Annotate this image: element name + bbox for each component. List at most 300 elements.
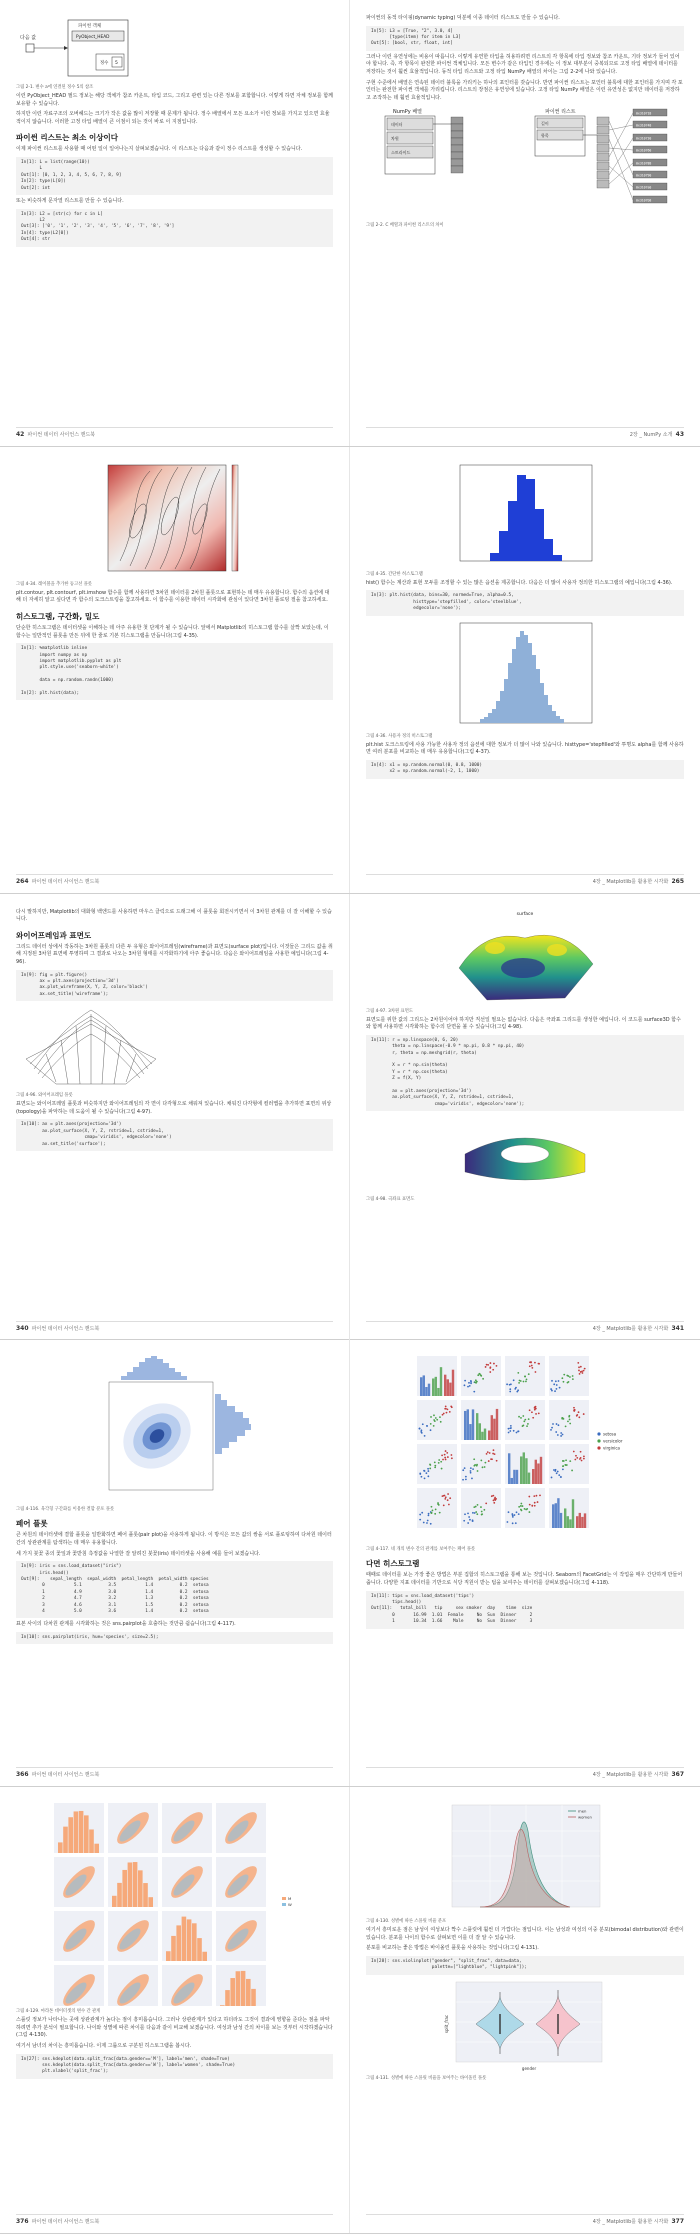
code-line: ax.plot_surface(X, Y, Z, rstride=1, cstride=1, xyxy=(371,1095,514,1101)
paragraph: 표면도는 와이어프레임 플롯과 비슷하지만 와이어프레임의 각 면이 다각형으로 채워져 있습니다. 채워진 다각형에 컬러맵을 추가하면 표면의 위상(topology)을 파악하는 데 도움이 될 수 있습니다(그림 4-97). xyxy=(16,1101,332,1115)
page-footer xyxy=(366,427,684,438)
scatter-point xyxy=(510,1425,512,1427)
section-heading: 페어 플롯 xyxy=(16,1519,48,1529)
scatter-point xyxy=(579,1459,581,1461)
page-number: 265 xyxy=(671,877,684,885)
scatter-point xyxy=(526,1426,528,1428)
figure-4-129-marathon-pairgrid xyxy=(50,1801,300,2006)
scatter-point xyxy=(480,1460,482,1462)
hist-bar xyxy=(420,1378,422,1397)
page-number: 366 xyxy=(16,1771,29,1779)
code-block xyxy=(366,1591,684,1629)
scatter-point xyxy=(493,1500,495,1502)
scatter-point xyxy=(578,1370,580,1372)
svg-text:0x3107b8: 0x3107b8 xyxy=(636,198,652,203)
scatter-point xyxy=(583,1370,585,1372)
scatter-point xyxy=(556,1384,558,1386)
scatter-point xyxy=(447,1409,449,1411)
scatter-point xyxy=(491,1496,493,1498)
hist-bar xyxy=(230,1978,235,2006)
scatter-point xyxy=(440,1461,442,1463)
scatter-point xyxy=(529,1504,531,1506)
scatter-point xyxy=(538,1363,540,1365)
code-line: Z = f(X, Y) xyxy=(371,1076,422,1082)
hist-bar xyxy=(569,1520,571,1529)
scatter-point xyxy=(580,1366,582,1368)
right-marginal-hist xyxy=(215,1394,251,1454)
footer-title: 파이썬 데이터 사이언스 핸드북 xyxy=(27,432,96,438)
scatter-point xyxy=(435,1417,437,1419)
scatter-point xyxy=(524,1376,526,1378)
page-340 xyxy=(0,894,350,1340)
hist-bar xyxy=(58,1843,63,1854)
scatter-point xyxy=(430,1430,432,1432)
hist-bar xyxy=(94,1844,99,1853)
page-number: 376 xyxy=(16,2218,29,2226)
scatter-point xyxy=(536,1495,538,1497)
scatter-point xyxy=(572,1379,574,1381)
scatter-point xyxy=(472,1520,474,1522)
code-line: In[4]: type(L2[0]) xyxy=(21,230,69,236)
code-block xyxy=(16,209,333,247)
marathon-legend xyxy=(282,1896,292,1907)
scatter-point xyxy=(524,1419,526,1421)
scatter-point xyxy=(569,1423,571,1425)
scatter-point xyxy=(554,1391,556,1393)
scatter-point xyxy=(517,1372,519,1374)
hist-bar xyxy=(464,1411,466,1440)
hist-bar xyxy=(444,1375,446,1396)
hist-bar xyxy=(132,1862,137,1907)
scatter-point xyxy=(567,1382,569,1384)
code-line: In[27]: sns.kdeplot(data.split_frac[data.gender=='M'], label='men', shade=True) xyxy=(21,2056,230,2062)
hist-bar xyxy=(540,1457,542,1484)
code-block xyxy=(16,970,333,1002)
scatter-point xyxy=(514,1515,516,1517)
scatter-point xyxy=(567,1421,569,1423)
section-heading: 와이어프레임과 표면도 xyxy=(16,930,92,940)
hist-bar xyxy=(449,1383,451,1396)
scatter-point xyxy=(518,1382,520,1384)
scatter-point xyxy=(443,1495,445,1497)
scatter-point xyxy=(434,1462,436,1464)
svg-text:0x310788: 0x310788 xyxy=(636,161,652,166)
fig-label-items: 항목 xyxy=(541,133,549,139)
scatter-point xyxy=(429,1464,431,1466)
footer-title: 파이썬 데이터 사이언스 핸드북 xyxy=(31,2219,100,2226)
scatter-point xyxy=(423,1470,425,1472)
code-line: cmap='viridis', edgecolor='none'); xyxy=(371,1101,525,1107)
page-265 xyxy=(350,447,700,893)
code-line: 4 5.0 3.6 1.4 0.2 setosa xyxy=(21,1609,209,1615)
scatter-point xyxy=(557,1471,559,1473)
scatter-point xyxy=(419,1514,421,1516)
hist-bar xyxy=(176,1926,181,1962)
scatter-point xyxy=(488,1461,490,1463)
legend-setosa: setosa xyxy=(603,1431,617,1437)
scatter-point xyxy=(493,1363,495,1365)
scatter-point xyxy=(568,1416,570,1418)
svg-text:0x310748: 0x310748 xyxy=(636,123,652,128)
code-line: In[1]: L = list(range(10)) xyxy=(21,159,90,165)
scatter-point xyxy=(513,1380,515,1382)
code-line: L2 xyxy=(21,218,45,223)
scatter-point xyxy=(520,1505,522,1507)
object-addresses xyxy=(636,112,651,203)
figure-4-117-pairplot xyxy=(415,1354,635,1544)
scatter-point xyxy=(567,1376,569,1378)
figure-caption: 그림 2-2. C 배열과 파이썬 리스트의 차이 xyxy=(366,223,444,229)
scatter-point xyxy=(439,1417,441,1419)
scatter-point xyxy=(444,1498,446,1500)
legend-men: M xyxy=(287,1896,291,1902)
scatter-point xyxy=(446,1412,448,1414)
scatter-point xyxy=(433,1415,435,1417)
scatter-point xyxy=(462,1470,464,1472)
paragraph: hist() 함수는 계산과 표현 모두를 조정할 수 있는 많은 옵션을 제공합니다. 다음은 더 많이 사용자 정의한 히스토그램의 예입니다(그림 4-36). xyxy=(366,579,673,586)
scatter-point xyxy=(429,1468,431,1470)
scatter-point xyxy=(484,1462,486,1464)
paragraph: 또는 비슷하게 문자열 리스트를 만들 수 있습니다. xyxy=(16,198,124,204)
scatter-point xyxy=(430,1523,432,1525)
hist-bar xyxy=(528,1473,530,1484)
scatter-point xyxy=(476,1464,478,1466)
scatter-point xyxy=(571,1470,573,1472)
scatter-point xyxy=(493,1450,495,1452)
hist-bar xyxy=(197,1938,202,1961)
scatter-point xyxy=(531,1412,533,1414)
code-line: data = np.random.randn(1000) xyxy=(21,678,114,684)
hist-bar xyxy=(84,1816,89,1854)
scatter-point xyxy=(440,1421,442,1423)
svg-text:0x3107a0: 0x3107a0 xyxy=(636,185,652,190)
spread-3 xyxy=(0,894,700,1341)
scatter-point xyxy=(534,1407,536,1409)
scatter-point xyxy=(445,1406,447,1408)
legend-men: men xyxy=(578,1808,587,1814)
hist-bar xyxy=(491,1416,493,1441)
hist-bar xyxy=(472,1410,474,1441)
scatter-point xyxy=(430,1416,432,1418)
pairplot-cell xyxy=(505,1488,545,1528)
spread-5 xyxy=(0,1787,700,2234)
spread-1 xyxy=(0,0,700,447)
scatter-point xyxy=(445,1497,447,1499)
hist-bar xyxy=(117,1883,122,1907)
scatter-point xyxy=(523,1381,525,1383)
scatter-point xyxy=(573,1410,575,1412)
paragraph: 때때로 데이터를 보는 가장 좋은 방법은 부분 집합의 히스토그램을 통해 보는 것입니다. Seaborn의 FacetGrid는 이 작업을 매우 간단하게 만들어 줍니다. 다양한 지표 데이터를 기반으로 식당 직원이 받는 팁을 보여주는 데이터를 살펴보겠습니다(그림 4-118). xyxy=(366,1572,683,1586)
scatter-point xyxy=(559,1387,561,1389)
scatter-point xyxy=(490,1363,492,1365)
code-line: ax.set_title('wireframe'); xyxy=(21,991,109,997)
figure-4-131-violin xyxy=(440,1978,610,2073)
figure-caption: 그림 4-35. 간단한 히스토그램 xyxy=(366,571,423,577)
scatter-point xyxy=(470,1472,472,1474)
pairplot-cell xyxy=(417,1488,457,1528)
fig-label-length: 길이 xyxy=(541,121,549,127)
code-block xyxy=(16,1632,333,1644)
page-number: 340 xyxy=(16,1324,29,1332)
scatter-point xyxy=(523,1421,525,1423)
scatter-point xyxy=(525,1509,527,1511)
figure-caption: 그림 4-129. 마라톤 데이터셋의 변수 간 관계 xyxy=(16,2009,101,2015)
code-line: 3 4.6 3.1 1.5 0.2 setosa xyxy=(21,1602,209,1608)
hist-bar xyxy=(532,1469,534,1484)
figure-4-116-hexbin-joint xyxy=(95,1354,255,1504)
scatter-point xyxy=(551,1477,553,1479)
code-line: cmap='viridis', edgecolor='none') xyxy=(21,1135,172,1141)
fig-label-value: 다음 값 xyxy=(20,35,37,41)
hist-bar xyxy=(425,1387,427,1396)
scatter-point xyxy=(555,1381,557,1383)
section-heading: 히스토그램, 구간화, 밀도 xyxy=(16,611,100,621)
scatter-point xyxy=(470,1470,472,1472)
top-marginal-hist xyxy=(121,1356,187,1380)
hist-bar xyxy=(63,1827,68,1853)
figure-caption: 그림 4-36. 사용자 정의 히스토그램 xyxy=(366,733,433,739)
hist-bar xyxy=(225,1990,230,2006)
hist-bar xyxy=(511,1478,513,1484)
code-line: Out[1]: [0, 1, 2, 3, 4, 5, 6, 7, 8, 9] xyxy=(21,172,122,178)
code-line: ax = plt.axes(projection='3d') xyxy=(371,1089,472,1095)
scatter-point xyxy=(431,1506,433,1508)
hist-bar xyxy=(122,1870,127,1907)
hist-bar xyxy=(564,1509,566,1529)
scatter-point xyxy=(468,1382,470,1384)
scatter-point xyxy=(486,1364,488,1366)
hist-bar xyxy=(469,1424,471,1440)
hist-bar xyxy=(447,1380,449,1397)
scatter-point xyxy=(537,1502,539,1504)
scatter-point xyxy=(560,1433,562,1435)
footer-title: 2장 _ NumPy 소개 xyxy=(629,432,673,438)
page-footer xyxy=(366,1321,684,1332)
scatter-point xyxy=(444,1457,446,1459)
scatter-point xyxy=(433,1425,435,1427)
spread-2 xyxy=(0,447,700,894)
page-footer xyxy=(366,874,684,885)
page-number: 42 xyxy=(16,431,25,438)
hist-bar xyxy=(493,1419,495,1440)
code-line: In[10]: sns.pairplot(iris, hue='species', size=2.5); xyxy=(21,1635,159,1641)
scatter-point xyxy=(436,1419,438,1421)
scatter-point xyxy=(439,1512,441,1514)
code-line: theta = np.linspace(-0.9 * np.pi, 0.8 * np.pi, 40) xyxy=(371,1044,525,1050)
scatter-point xyxy=(535,1413,537,1415)
scatter-point xyxy=(531,1365,533,1367)
paragraph: 구현 수준에서 배열은 연속된 데이터 블록을 가리키는 하나의 포인터를 갖습니다. 반면 파이썬 리스트는 포인터 블록에 대한 포인터를 가지며 각 포인터는 완전한 파이썬 객체를 가리킵니다. 리스트의 장점은 유연성에 있습니다. 고정 타입 NumPy 배열은 이런 유연성은 없지만 데이터를 저장하고 조작하는 데 훨씬 효율적입니다. xyxy=(366,79,683,101)
scatter-point xyxy=(578,1417,580,1419)
hist-bar xyxy=(251,1989,256,2006)
scatter-point xyxy=(470,1383,472,1385)
hist-bar xyxy=(481,1432,483,1440)
scatter-point xyxy=(508,1512,510,1514)
page-366 xyxy=(0,1340,350,1786)
hist-bar xyxy=(576,1517,578,1529)
svg-text:0x310718: 0x310718 xyxy=(636,111,652,116)
scatter-point xyxy=(438,1504,440,1506)
paragraph: 이런 PyObject_HEAD 필드 정보는 해당 객체가 참조 카운트, 타입 코드, 그리고 관련 있는 다른 정보를 포함합니다. 이렇게 하면 자체 정보를 함께 보유할 수 있습니다. xyxy=(16,93,334,107)
scatter-point xyxy=(525,1381,527,1383)
scatter-point xyxy=(580,1451,582,1453)
page-367 xyxy=(350,1340,700,1786)
scatter-point xyxy=(492,1369,494,1371)
scatter-point xyxy=(569,1461,571,1463)
scatter-point xyxy=(496,1460,498,1462)
hist-bar xyxy=(467,1410,469,1441)
scatter-point xyxy=(581,1460,583,1462)
scatter-point xyxy=(582,1372,584,1374)
scatter-point xyxy=(573,1451,575,1453)
figure-caption: 그림 4-130. 성별에 따른 스플릿 비율 분포 xyxy=(366,1919,447,1925)
scatter-point xyxy=(483,1509,485,1511)
scatter-point xyxy=(485,1366,487,1368)
scatter-point xyxy=(421,1430,423,1432)
figure-caption: 그림 4-34. 레이블을 추가한 등고선 플롯 xyxy=(16,581,93,587)
code-line: tips.head() xyxy=(371,1599,422,1605)
paragraph: plt.contour, plt.contourf, plt.imshow 함수를 함께 사용하면 3차원 데이터를 2차원 플롯으로 표현하는 데 매우 유용합니다. 함수의 옵션에 대해 더 자세히 알고 싶다면 각 함수의 도크스트링을 참고하세요. 이 함수를 이용한 데이터 시각화에 관심이 있다면 3차원 플로팅 절을 참고하세요. xyxy=(16,589,330,604)
scatter-point xyxy=(520,1509,522,1511)
scatter-point xyxy=(424,1478,426,1480)
scatter-point xyxy=(428,1515,430,1517)
colorbar xyxy=(232,465,238,571)
figure-caption: 그림 4-97. 3차원 표면도 xyxy=(366,1008,414,1014)
code-line: iris.head() xyxy=(21,1570,69,1576)
scatter-point xyxy=(518,1416,520,1418)
hist-bar xyxy=(437,1388,439,1396)
hist-bar xyxy=(560,1513,562,1528)
scatter-point xyxy=(509,1389,511,1391)
hist-bar xyxy=(78,1811,83,1853)
scatter-point xyxy=(562,1460,564,1462)
scatter-point xyxy=(419,1473,421,1475)
scatter-point xyxy=(538,1413,540,1415)
scatter-point xyxy=(520,1417,522,1419)
scatter-point xyxy=(572,1375,574,1377)
page-376 xyxy=(0,1787,350,2233)
scatter-point xyxy=(533,1496,535,1498)
fig-label-python-list: 파이썬 리스트 xyxy=(545,109,576,116)
hist-bar xyxy=(581,1517,583,1528)
scatter-point xyxy=(443,1413,445,1415)
pairplot-cell xyxy=(461,1444,501,1484)
scatter-point xyxy=(514,1388,516,1390)
hist-bar xyxy=(166,1951,171,1961)
scatter-point xyxy=(562,1466,564,1468)
scatter-point xyxy=(424,1435,426,1437)
scatter-point xyxy=(477,1504,479,1506)
scatter-point xyxy=(520,1503,522,1505)
footer-title: 4장 _ Matplotlib를 활용한 시각화 xyxy=(592,1325,669,1332)
code-line: In[2]: type(L[0]) xyxy=(21,179,66,185)
scatter-point xyxy=(486,1453,488,1455)
scatter-point xyxy=(464,1514,466,1516)
scatter-point xyxy=(553,1469,555,1471)
svg-text:0x310790: 0x310790 xyxy=(636,173,652,178)
code-line: Y = r * np.cos(theta) xyxy=(371,1069,448,1075)
hist-bar xyxy=(452,1370,454,1396)
fig-label-head: PyObject_HEAD xyxy=(76,35,110,40)
scatter-point xyxy=(421,1476,423,1478)
scatter-point xyxy=(494,1499,496,1501)
numpy-data-blocks xyxy=(451,117,463,173)
scatter-point xyxy=(531,1505,533,1507)
fig-label-dims: 차원 xyxy=(391,136,399,142)
scatter-point xyxy=(448,1504,450,1506)
scatter-point xyxy=(583,1458,585,1460)
code-line: ax = plt.axes(projection='3d') xyxy=(21,978,119,984)
hist-bar xyxy=(525,1459,527,1485)
scatter-point xyxy=(509,1391,511,1393)
hist-bar xyxy=(112,1896,117,1907)
scatter-point xyxy=(557,1434,559,1436)
footer-title: 파이썬 데이터 사이언스 핸드북 xyxy=(31,878,100,885)
hist-bar xyxy=(127,1863,132,1908)
scatter-point xyxy=(512,1523,514,1525)
scatter-point xyxy=(522,1416,524,1418)
hist-bar xyxy=(235,1971,240,2006)
scatter-point xyxy=(476,1514,478,1516)
hist-bar xyxy=(68,1817,73,1853)
scatter-point xyxy=(467,1513,469,1515)
figure-4-35-histogram xyxy=(450,461,600,569)
hist-bar xyxy=(148,1897,153,1907)
scatter-point xyxy=(551,1427,553,1429)
scatter-point xyxy=(480,1375,482,1377)
scatter-point xyxy=(551,1380,553,1382)
hist-bar xyxy=(523,1453,525,1485)
code-line: Out[11]: total_bill tip sex smoker day time size xyxy=(371,1606,533,1612)
scatter-point xyxy=(558,1425,560,1427)
scatter-point xyxy=(563,1381,565,1383)
legend-women: W xyxy=(287,1902,292,1908)
figure-caption: 그림 4-98. 극좌표 표면도 xyxy=(366,1197,415,1203)
scatter-point xyxy=(553,1384,555,1386)
footer-title: 4장 _ Matplotlib를 활용한 시각화 xyxy=(592,2219,669,2226)
page-number: 264 xyxy=(16,877,29,885)
paragraph: 표면도를 위한 값의 그리드는 2차원이어야 하지만 직선일 필요는 없습니다. 다음은 극좌표 그리드를 생성한 예입니다. 이 코드를 surface3D 함수와 함께 사용하면 시각화하는 함수의 단면을 볼 수 있습니다(그림 4-98). xyxy=(366,1016,681,1031)
code-block xyxy=(16,643,333,700)
svg-text:0x310730: 0x310730 xyxy=(636,136,652,141)
scatter-point xyxy=(527,1423,529,1425)
scatter-point xyxy=(465,1479,467,1481)
hist-bar xyxy=(171,1936,176,1961)
scatter-point xyxy=(419,1519,421,1521)
hist-bar xyxy=(567,1517,569,1529)
scatter-point xyxy=(508,1432,510,1434)
scatter-point xyxy=(435,1509,437,1511)
paragraph: 다시 말하지만, Matplotlib의 대화형 백엔드를 사용하면 마우스 클릭으로 드래그해 이 플롯을 회전시키면서 이 3차원 관계를 더 잘 이해할 수 있습니다. xyxy=(16,908,332,923)
code-block xyxy=(16,157,333,195)
code-line: Out[3]: ['0', '1', '2', '3', '4', '5', '6', '7', '8', '9'] xyxy=(21,224,175,230)
section-heading: 다면 히스토그램 xyxy=(366,1559,420,1569)
scatter-point xyxy=(518,1506,520,1508)
scatter-point xyxy=(427,1468,429,1470)
scatter-point xyxy=(583,1414,585,1416)
scatter-point xyxy=(556,1388,558,1390)
scatter-point xyxy=(574,1459,576,1461)
scatter-point xyxy=(556,1424,558,1426)
scatter-point xyxy=(534,1362,536,1364)
paragraph: 그러나 이런 유연성에는 비용이 따릅니다. 이렇게 유연한 타입을 허용하려면 리스트의 각 항목에 타입 정보와 참조 카운트, 기타 정보가 들어 있어야 합니다. 즉, 각 항목이 완전한 파이썬 객체입니다. 모든 변수가 같은 타입인 경우에는 이 정보 대부분이 중복되므로 고정 타입 배열에 데이터를 저장하는 것이 훨씬 효율적입니다. 동적 타입 리스트와 고정 타입 NumPy 배열의 차이는 그림 2-2에 나와 있습니다. xyxy=(366,53,680,75)
scatter-point xyxy=(449,1498,451,1500)
fig-label-int: 정수 xyxy=(100,61,109,66)
scatter-point xyxy=(462,1479,464,1481)
hist-bar xyxy=(240,1971,245,2006)
hist-bar xyxy=(192,1923,197,1961)
scatter-point xyxy=(481,1514,483,1516)
